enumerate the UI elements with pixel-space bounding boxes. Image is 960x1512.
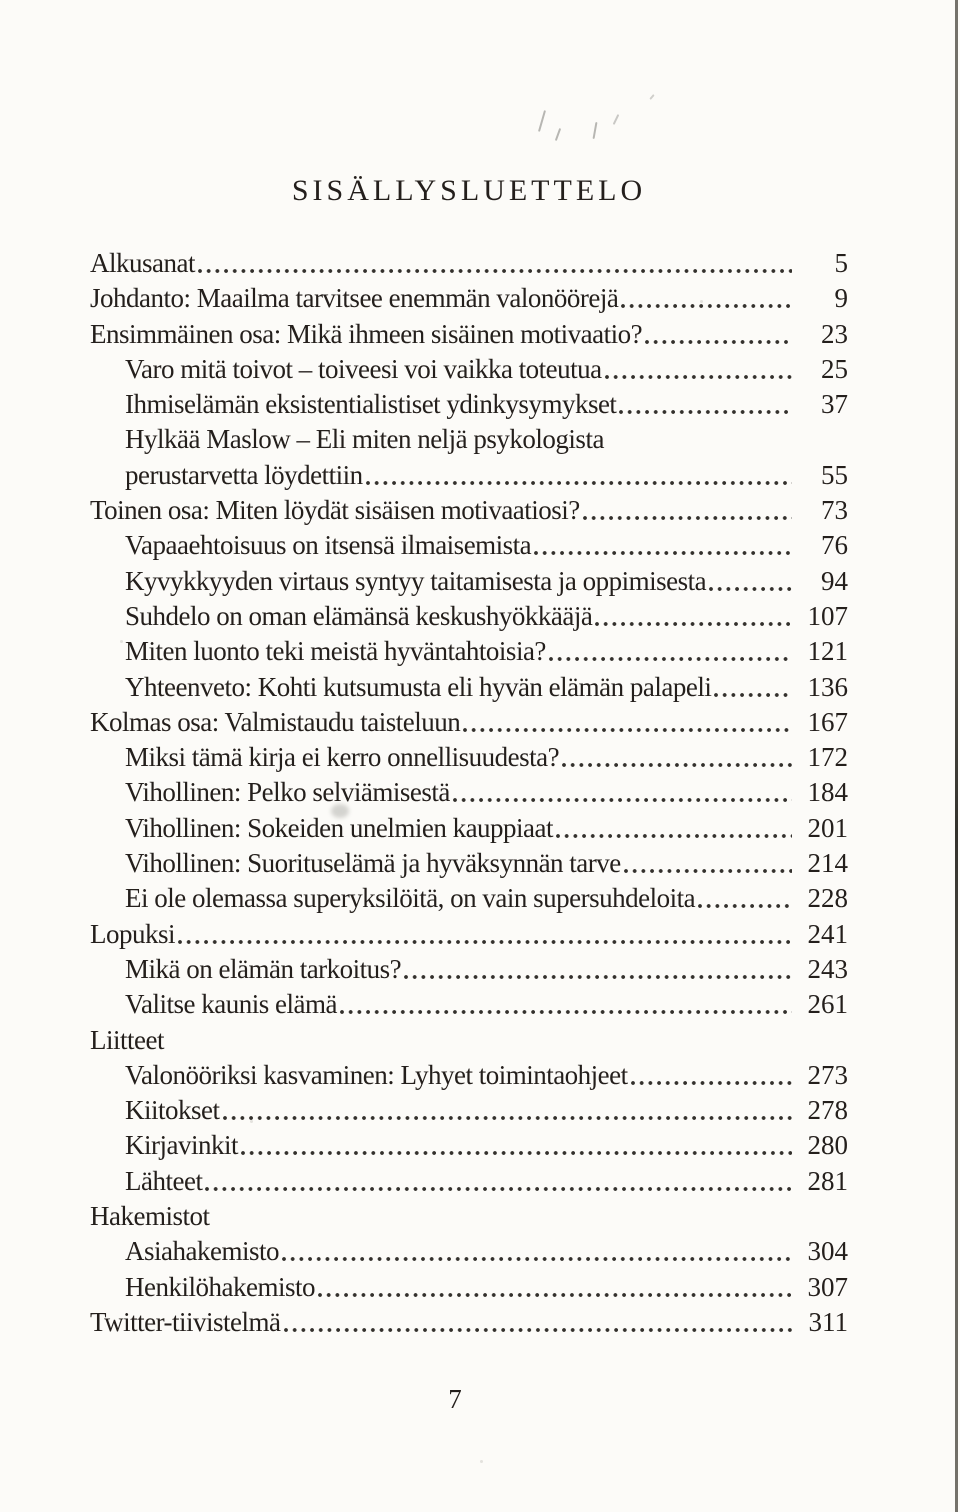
toc-entry-label: Miksi tämä kirja ei kerro onnellisuudesta? [125,742,560,773]
toc-row [90,319,848,354]
toc-row [90,777,848,812]
toc-leader-dots [340,1009,792,1015]
toc-entry-page: 304 [807,1236,848,1267]
toc-entry-page: 73 [821,495,848,526]
toc-row [90,707,848,742]
toc-entry-label: Asiahakemisto [125,1236,279,1267]
toc-entry-label: Ihmiselämän eksistentialistiset ydinkysymykset [125,389,617,420]
toc-row [90,813,848,848]
toc-row [90,672,848,707]
toc-row [90,424,848,459]
toc-row [90,636,848,671]
toc-row [90,1201,848,1236]
toc-leader-dots [583,515,792,521]
toc-leader-dots [198,268,792,274]
toc-entry-label: Hylkää Maslow – Eli miten neljä psykologista [125,424,604,455]
toc-leader-dots [619,409,792,415]
paper-speck [120,640,123,643]
toc-leader-dots [556,833,792,839]
toc-entry-page: 184 [807,777,848,808]
toc-entry-label: Liitteet [90,1024,164,1055]
toc-row [90,883,848,918]
paper-speck [480,1460,483,1463]
toc-leader-dots [709,586,792,592]
toc-row [90,248,848,283]
toc-entry-label: Vihollinen: Suorituselämä ja hyväksynnän tarve [125,848,621,879]
toc-entry-label: Toinen osa: Miten löydät sisäisen motivaatiosi? [90,495,580,526]
toc-leader-dots [631,1080,792,1086]
toc-content [90,172,848,1342]
toc-entry-label: Vihollinen: Pelko selviämisestä [125,777,450,808]
toc-leader-dots [241,1150,792,1156]
toc-leader-dots [562,762,792,768]
toc-row [90,460,848,495]
toc-entry-page: 121 [807,636,848,667]
toc-entry-label: Hakemistot [90,1201,210,1232]
page-number: 7 [448,1384,462,1414]
toc-row [90,1095,848,1130]
toc-leader-dots [595,621,792,627]
toc-leader-dots [366,480,792,486]
scan-edge-shadow [955,0,958,1512]
toc-row [90,389,848,424]
toc-entry-page: 273 [807,1059,848,1090]
toc-entry-page: 94 [821,565,848,596]
toc-row [90,1307,848,1342]
toc-leader-dots [714,692,792,698]
toc-entry-page: 167 [807,706,848,737]
toc-row [90,601,848,636]
toc-entry-page: 241 [807,918,848,949]
page-title: SISÄLLYSLUETTELO [291,174,647,207]
toc-row [90,989,848,1024]
toc-entry-page: 311 [808,1306,848,1337]
toc-entry-page: 76 [821,530,848,561]
toc-row [90,495,848,530]
pencil-mark [649,94,654,100]
paper-speck [700,300,703,303]
toc-leader-dots [534,550,792,556]
toc-entry-label: Kiitokset [125,1095,220,1126]
toc-entry-label: perustarvetta löydettiin [125,459,363,490]
pencil-mark [538,110,546,132]
toc-entry-page: 55 [821,459,848,490]
toc-leader-dots [624,868,792,874]
toc-entry-label: Twitter-tiivistelmä [90,1306,281,1337]
toc-entry-label: Vapaaehtoisuus on itsensä ilmaisemista [125,530,532,561]
toc-entry-label: Ei ole olemassa superyksilöitä, on vain supersuhdeloita [125,883,696,914]
toc-entry-label: Suhdelo on oman elämänsä keskushyökkääjä [125,600,593,631]
toc-entry-label: Alkusanat [90,248,195,278]
toc-entry-page: 9 [834,283,848,314]
toc-leader-dots [318,1292,792,1298]
toc-row [90,742,848,777]
toc-entry-page: 25 [821,353,848,384]
pencil-mark [593,122,598,139]
toc-entry-label: Kolmas osa: Valmistaudu taisteluun [90,706,461,737]
toc-entry-label: Johdanto: Maailma tarvitsee enemmän valonöörejä [90,283,619,314]
toc-entry-label: Valitse kaunis elämä [125,989,337,1020]
toc-row [90,1130,848,1165]
toc-leader-dots [645,339,792,345]
toc-entry-page: 5 [834,248,848,278]
toc-entry-page: 278 [807,1095,848,1126]
toc-entry-page: 201 [807,812,848,843]
toc-row [90,530,848,565]
toc-leader-dots [178,939,792,945]
toc-entry-label: Yhteenveto: Kohti kutsumusta eli hyvän elämän palapeli [125,671,712,702]
toc-leader-dots [282,1256,792,1262]
toc-entry-page: 107 [807,600,848,631]
toc-leader-dots [621,303,792,309]
pencil-mark [555,128,561,141]
toc-leader-dots [223,1115,793,1121]
paper-speck [250,1120,253,1123]
toc-entry-label: Miten luonto teki meistä hyväntahtoisia? [125,636,546,667]
toc-row [90,954,848,989]
toc-leader-dots [463,727,792,733]
toc-row [90,283,848,318]
toc-leader-dots [284,1327,792,1333]
toc-entry-page: 23 [821,318,848,349]
toc-entry-page: 243 [807,953,848,984]
toc-row [90,1060,848,1095]
toc-entry-page: 281 [807,1165,848,1196]
toc-entry-label: Varo mitä toivot – toiveesi voi vaikka toteutua [125,353,602,384]
toc-entry-label: Ensimmäinen osa: Mikä ihmeen sisäinen motivaatio? [90,318,643,349]
pencil-mark [613,114,620,125]
toc-leader-dots [205,1186,792,1192]
toc-entry-label: Henkilöhakemisto [125,1271,315,1302]
toc-row [90,848,848,883]
toc-entry-page: 261 [807,989,848,1020]
toc-entry-label: Mikä on elämän tarkoitus? [125,953,402,984]
toc-row [90,1025,848,1060]
toc-row [90,354,848,389]
toc-row [90,566,848,601]
toc-entry-page: 136 [807,671,848,702]
smudge-mark [331,804,349,818]
toc-row [90,1236,848,1271]
toc-entry-label: Lähteet [125,1165,203,1196]
toc-entry-page: 37 [821,389,848,420]
toc-entry-page: 172 [807,742,848,773]
toc-row [90,919,848,954]
toc-entry-label: Lopuksi [90,918,176,949]
toc-row [90,1272,848,1307]
toc-entry-page: 214 [807,848,848,879]
toc-leader-dots [549,656,792,662]
toc-entry-label: Kirjavinkit [125,1130,238,1161]
toc-leader-dots [605,374,792,380]
toc-leader-dots [698,903,792,909]
toc-entry-label: Valonööriksi kasvaminen: Lyhyet toimintaohjeet [125,1059,628,1090]
toc-leader-dots [404,974,792,980]
toc-entry-label: Vihollinen: Sokeiden unelmien kauppiaat [125,812,554,843]
toc-list [90,248,848,1342]
toc-entry-page: 280 [807,1130,848,1161]
toc-entry-page: 307 [807,1271,848,1302]
toc-row [90,1166,848,1201]
toc-entry-label: Kyvykkyyden virtaus syntyy taitamisesta ja oppimisesta [125,565,707,596]
toc-entry-page: 228 [807,883,848,914]
toc-leader-dots [453,797,792,803]
